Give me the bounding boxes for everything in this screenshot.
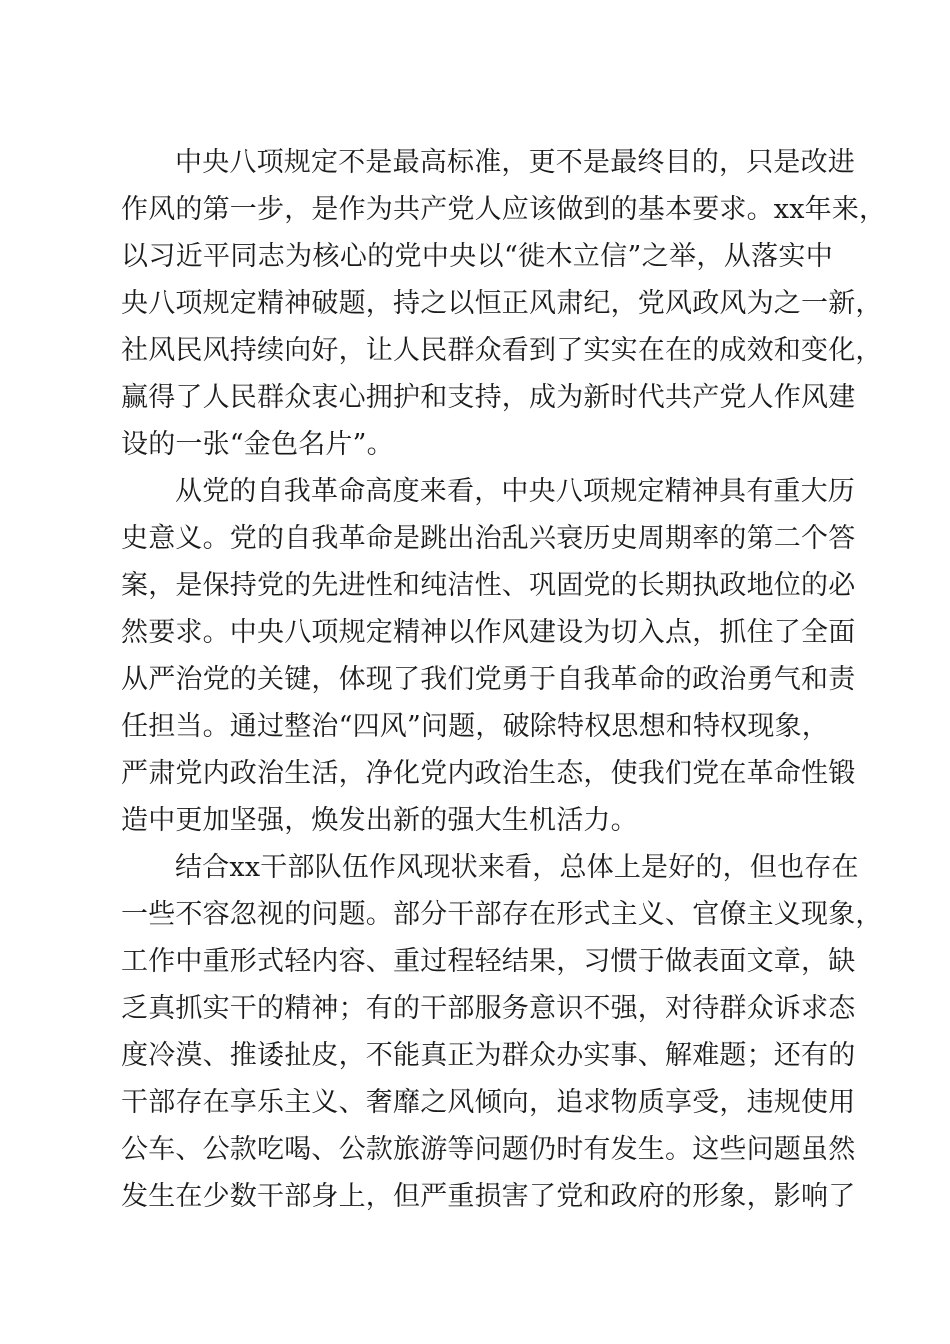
text-line: 结合xx干部队伍作风现状来看，总体上是好的，但也存在 [175,852,859,883]
text-line: 干部存在享乐主义、奢靡之风倾向，追求物质享受，违规使用 [121,1087,856,1118]
text-line: 严肃党内政治生活，净化党内政治生态，使我们党在革命性锻 [121,758,856,789]
text-line: 从党的自我革命高度来看，中央八项规定精神具有重大历 [175,476,855,507]
text-line: 工作中重形式轻内容、重过程轻结果，习惯于做表面文章，缺 [121,946,856,977]
text-line: 发生在少数干部身上，但严重损害了党和政府的形象，影响了 [121,1181,856,1212]
text-line: 史意义。党的自我革命是跳出治乱兴衰历史周期率的第二个答 [121,523,856,554]
text-line: 任担当。通过整治“四风”问题，破除特权思想和特权现象， [121,711,830,742]
text-line: 然要求。中央八项规定精神以作风建设为切入点，抓住了全面 [121,617,856,648]
text-line: 公车、公款吃喝、公款旅游等问题仍时有发生。这些问题虽然 [121,1134,856,1165]
text-line: 中央八项规定不是最高标准，更不是最终目的，只是改进 [175,147,855,178]
text-line: 社风民风持续向好，让人民群众看到了实实在在的成效和变化， [121,335,883,366]
text-line: 度冷漠、推诿扯皮，不能真正为群众办实事、解难题；还有的 [121,1040,856,1071]
text-line: 造中更加坚强，焕发出新的强大生机活力。 [121,805,638,836]
text-line: 赢得了人民群众衷心拥护和支持，成为新时代共产党人作风建 [121,382,856,413]
text-line: 作风的第一步，是作为共产党人应该做到的基本要求。xx年来， [121,194,887,225]
text-line: 乏真抓实干的精神；有的干部服务意识不强，对待群众诉求态 [121,993,856,1024]
text-line: 央八项规定精神破题，持之以恒正风肃纪，党风政风为之一新， [121,288,883,319]
text-line: 设的一张“金色名片”。 [121,429,394,460]
text-line: 一些不容忽视的问题。部分干部存在形式主义、官僚主义现象， [121,899,883,930]
text-line: 以习近平同志为核心的党中央以“徙木立信”之举，从落实中 [121,241,833,272]
text-line: 案，是保持党的先进性和纯洁性、巩固党的长期执政地位的必 [121,570,856,601]
text-line: 从严治党的关键，体现了我们党勇于自我革命的政治勇气和责 [121,664,856,695]
